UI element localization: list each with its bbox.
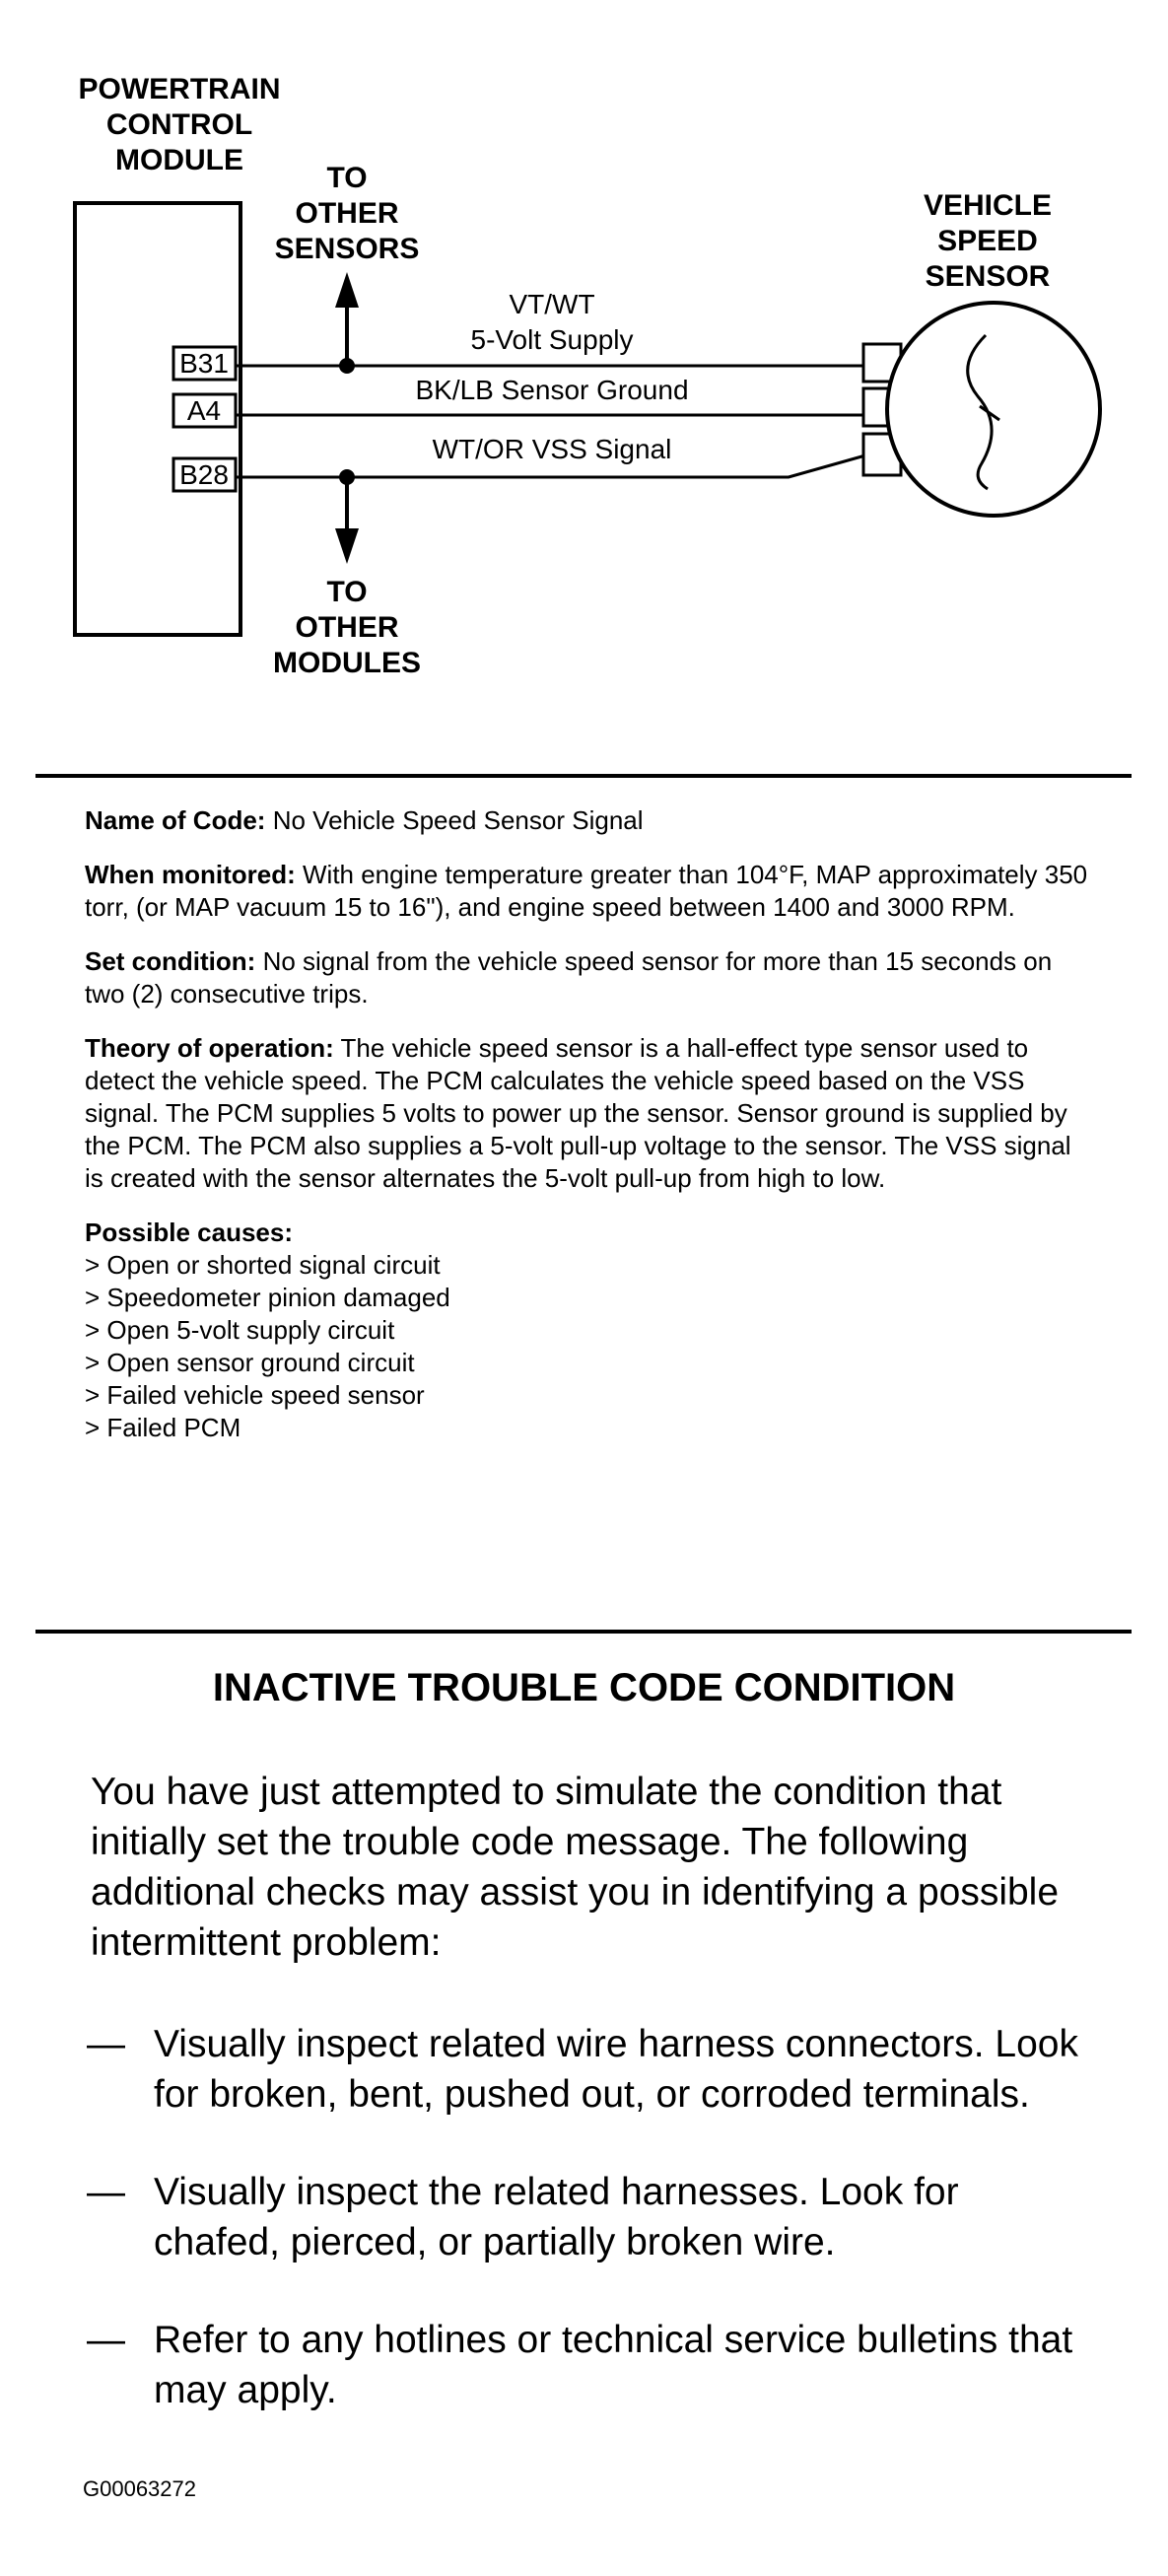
pcm-title-line-1: POWERTRAIN xyxy=(78,73,281,105)
to-other-modules-line-3: MODULES xyxy=(273,647,421,679)
cause-item: > Speedometer pinion damaged xyxy=(85,1283,450,1312)
check-item xyxy=(87,2167,1092,2267)
sensor-title-line-3: SENSOR xyxy=(925,260,1051,293)
when-monitored-value: With engine temperature greater than 104°F, MAP approximately 350 torr, (or MAP vacuum 15 to 16"), and engine speed between 1400 and 3000 RPM. xyxy=(85,860,1088,922)
cause-item: > Open 5-volt supply circuit xyxy=(85,1315,395,1345)
pcm-title-line-2: CONTROL xyxy=(105,108,253,141)
arrow-down-icon xyxy=(335,528,359,564)
dash-icon: — xyxy=(87,2023,125,2065)
inactive-title: INACTIVE TROUBLE CODE CONDITION xyxy=(212,1666,956,1709)
to-other-modules-line-1: TO xyxy=(326,576,368,608)
wiring-diagram xyxy=(0,0,1168,710)
name-of-code-value: No Vehicle Speed Sensor Signal xyxy=(272,805,644,835)
sensor-body xyxy=(887,303,1100,516)
causes-list xyxy=(85,1249,1090,1444)
wire-ground-label: BK/LB Sensor Ground xyxy=(415,375,689,405)
sensor-title-line-1: VEHICLE xyxy=(923,189,1053,222)
pin-label-b31: B31 xyxy=(179,348,229,379)
cause-item: > Open sensor ground circuit xyxy=(85,1348,415,1377)
possible-causes xyxy=(85,1217,1090,1444)
pin-label-b28: B28 xyxy=(179,459,229,490)
code-info xyxy=(85,804,1090,1444)
pcm-title-line-3: MODULE xyxy=(115,144,243,176)
theory-value: The vehicle speed sensor is a hall-effect type sensor used to detect the vehicle speed. The PCM calculates the vehicle speed based on the VSS signal. The PCM supplies 5 volts to power up the sensor. Sensor ground is supplied by the PCM. The PCM also supplies a 5-volt pull-up voltage to the sensor. The VSS signal is created with the sensor alternates the 5-volt pull-up from high to low. xyxy=(85,1033,1071,1193)
name-of-code-label: Name of Code: xyxy=(85,805,266,835)
dash-icon: — xyxy=(87,2319,125,2361)
inactive-checks xyxy=(87,2019,1092,2463)
possible-causes-label: Possible causes: xyxy=(85,1218,293,1247)
theory-label: Theory of operation: xyxy=(85,1033,334,1063)
to-other-modules-line-2: OTHER xyxy=(295,611,399,644)
to-other-sensors-line-2: OTHER xyxy=(295,197,399,230)
wire-supply-color: VT/WT xyxy=(509,289,595,319)
figure-id: G00063272 xyxy=(83,2476,196,2501)
cause-item: > Open or shorted signal circuit xyxy=(85,1250,441,1280)
when-monitored xyxy=(85,859,1090,924)
arrow-up-icon xyxy=(335,272,359,308)
wire-supply-desc: 5-Volt Supply xyxy=(470,324,634,355)
inactive-intro: You have just attempted to simulate the condition that initially set the trouble code message. The following additional checks may assist you in identifying a possible intermittent problem: xyxy=(91,1771,1060,1964)
rule-bottom xyxy=(35,1630,1132,1634)
theory-of-operation xyxy=(85,1032,1090,1195)
set-condition xyxy=(85,945,1090,1010)
rule-top xyxy=(35,774,1132,778)
check-text: Refer to any hotlines or technical service bulletins that may apply. xyxy=(154,2319,1073,2411)
to-other-sensors-line-1: TO xyxy=(326,162,368,194)
check-item xyxy=(87,2019,1092,2120)
to-other-sensors-line-3: SENSORS xyxy=(274,233,420,265)
cause-item: > Failed PCM xyxy=(85,1413,241,1442)
set-condition-value: No signal from the vehicle speed sensor for more than 15 seconds on two (2) consecutive trips. xyxy=(85,946,1053,1009)
cause-item: > Failed vehicle speed sensor xyxy=(85,1380,425,1410)
sensor-title-line-2: SPEED xyxy=(937,225,1038,257)
name-of-code xyxy=(85,804,1090,837)
pin-label-a4: A4 xyxy=(186,395,222,426)
check-text: Visually inspect related wire harness connectors. Look for broken, bent, pushed out, or corroded terminals. xyxy=(154,2023,1078,2116)
dash-icon: — xyxy=(87,2171,125,2213)
check-item xyxy=(87,2315,1092,2415)
when-monitored-label: When monitored: xyxy=(85,860,296,889)
set-condition-label: Set condition: xyxy=(85,946,256,976)
wire-signal-label: WT/OR VSS Signal xyxy=(432,434,672,464)
check-text: Visually inspect the related harnesses. Look for chafed, pierced, or partially broken wire. xyxy=(154,2171,959,2263)
